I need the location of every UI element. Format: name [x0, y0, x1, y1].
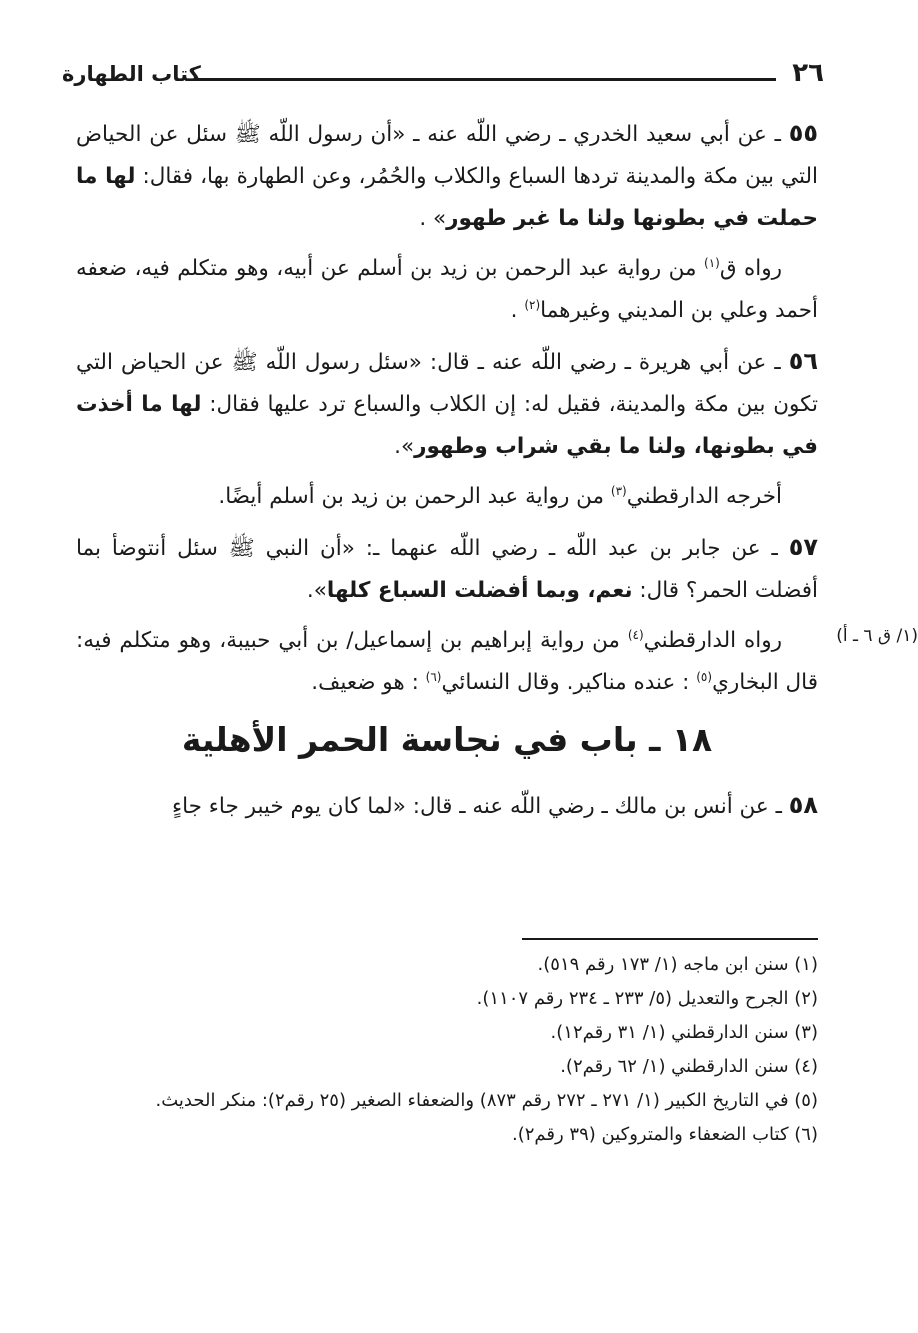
commentary-text: أخرجه الدارقطني [626, 484, 782, 509]
hadith-text-end: » . [419, 206, 447, 231]
footnote-ref[interactable]: (٥) [696, 669, 713, 684]
commentary-text: من رواية عبد الرحمن بن زيد بن أسلم عن أبيه، وهو متكلم فيه، ضعفه أحمد وعلي بن المديني وغيرهما [76, 256, 818, 323]
commentary-text: . [510, 298, 525, 323]
commentary-57 [76, 620, 818, 704]
hadith-number: ٥٦ [788, 347, 818, 375]
hadith-number: ٥٥ [788, 119, 818, 147]
commentary-56 [76, 476, 818, 518]
footnote-ref[interactable]: (٤) [627, 627, 644, 642]
commentary-text: من رواية عبد الرحمن بن زيد بن أسلم أيضًا. [218, 484, 611, 509]
commentary-text: من رواية إبراهيم بن إسماعيل/ بن أبي حبيبة، وهو متكلم فيه: قال البخاري [76, 628, 818, 695]
commentary-text: رواه ق [719, 256, 782, 281]
commentary-text: : عنده مناكير. وقال النسائي [441, 670, 697, 695]
hadith-55 [76, 112, 818, 240]
footnote-ref[interactable]: (٣) [610, 483, 627, 498]
footnote: (١) سنن ابن ماجه (١/ ١٧٣ رقم ٥١٩). [537, 954, 818, 975]
chapter-heading: ١٨ ـ باب في نجاسة الحمر الأهلية [181, 720, 713, 759]
hadith-text: ـ عن أنس بن مالك ـ رضي اللّه عنه ـ قال: «لما كان يوم خيبر جاء جاءٍ [172, 794, 789, 819]
footnotes-section [76, 938, 818, 1152]
hadith-number: ٥٨ [788, 791, 818, 819]
footnote: (٣) سنن الدارقطني (١/ ٣١ رقم١٢). [550, 1022, 818, 1043]
page-header [62, 58, 824, 94]
header-rule [194, 78, 776, 81]
footnote-ref[interactable]: (٢) [524, 297, 541, 312]
hadith-quote: نعم، وبما أفضلت السباع كلها [326, 578, 633, 603]
hadith-56 [76, 340, 818, 468]
commentary-57-block [76, 620, 918, 704]
footnote-ref[interactable]: (١) [704, 255, 720, 270]
footnote-ref[interactable]: (٦) [425, 669, 442, 684]
page-number: ٢٦ [792, 58, 824, 88]
manuscript-margin-note: (١/ ق ٦ ـ أ) [836, 626, 918, 646]
footnote: (٢) الجرح والتعديل (٥/ ٢٣٣ ـ ٢٣٤ رقم ١١٠٧). [476, 988, 818, 1009]
footnote: (٤) سنن الدارقطني (١/ ٦٢ رقم٢). [560, 1056, 818, 1077]
footnote-separator [522, 938, 818, 940]
hadith-text: ـ عن جابر بن عبد اللّه ـ رضي اللّه عنهما ـ: «أن النبي ﷺ سئل أنتوضأ بما أفضلت الحمر؟ قال: [76, 536, 818, 603]
hadith-58 [76, 784, 818, 828]
hadith-quote: لها ما حملت في بطونها ولنا ما غبر طهور [76, 164, 818, 231]
hadith-quote: لها ما أخذت في بطونها، ولنا ما بقي شراب وطهور [76, 392, 818, 459]
hadith-text-end: ». [394, 434, 415, 459]
hadith-text-end: ». [306, 578, 327, 603]
hadith-57 [76, 526, 818, 612]
commentary-55 [76, 248, 818, 332]
page-body [76, 112, 918, 836]
hadith-number: ٥٧ [788, 533, 818, 561]
running-title: كتاب الطهارة [62, 62, 201, 86]
footnote: (٥) في التاريخ الكبير (١/ ٢٧١ ـ ٢٧٢ رقم ٨٧٣) والضعفاء الصغير (٢٥ رقم٢): منكر الحديث. [155, 1090, 818, 1111]
hadith-text: ـ عن أبي سعيد الخدري ـ رضي اللّه عنه ـ «أن رسول اللّه ﷺ سئل عن الحياض التي بين مكة والمدينة تردها السباع والكلاب والحُمُر، وعن الطهارة بها، فقال: [76, 122, 818, 189]
hadith-text: ـ عن أبي هريرة ـ رضي اللّه عنه ـ قال: «سئل رسول اللّه ﷺ عن الحياض التي تكون بين مكة والمدينة، فقيل له: إن الكلاب والسباع ترد عليها فقال: [76, 350, 818, 417]
commentary-text: : هو ضعيف. [311, 670, 426, 695]
commentary-text: رواه الدارقطني [643, 628, 783, 653]
footnote: (٦) كتاب الضعفاء والمتروكين (٣٩ رقم٢). [511, 1124, 818, 1145]
